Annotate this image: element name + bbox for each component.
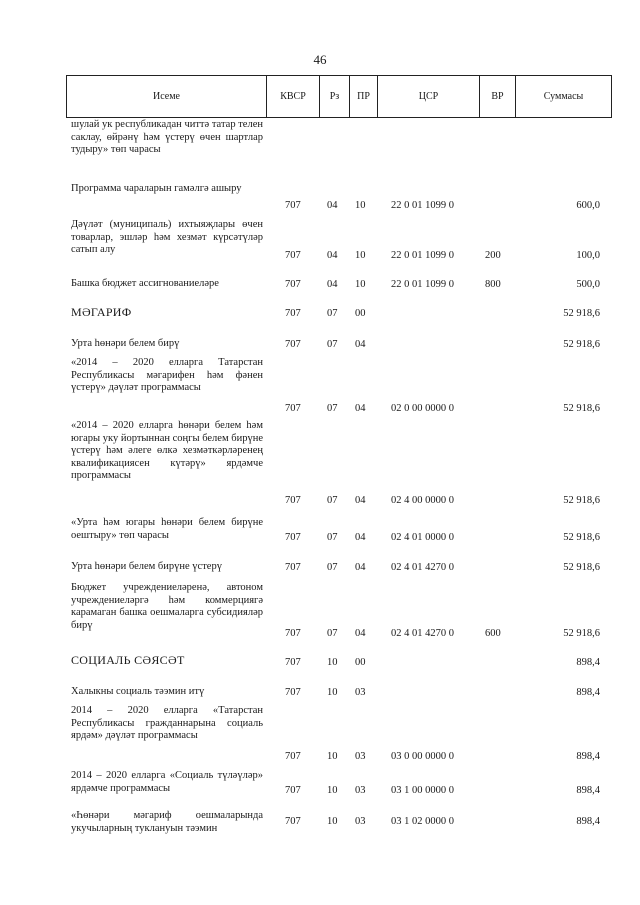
header-kvsr: КВСР — [266, 76, 319, 117]
row-pr: 04 — [355, 495, 366, 506]
row-sum: 600,0 — [576, 200, 600, 211]
row-sum: 898,4 — [576, 687, 600, 698]
row-pr: 04 — [355, 628, 366, 639]
row-sum: 52 918,6 — [563, 628, 600, 639]
row-name: шулай ук республикадан читтә татар телен саклау, өйрәнү һәм үстерү өчен шартлар тудыру» төп чарасы — [71, 119, 263, 155]
row-kvsr: 707 — [285, 403, 301, 414]
row-rz: 10 — [327, 657, 338, 668]
row-rz: 07 — [327, 562, 338, 573]
row-csr: 02 4 00 0000 0 — [391, 495, 454, 506]
row-pr: 03 — [355, 687, 366, 698]
row-sum: 52 918,6 — [563, 403, 600, 414]
row-vr: 800 — [485, 279, 501, 290]
row-rz: 04 — [327, 250, 338, 261]
row-sum: 898,4 — [576, 816, 600, 827]
row-csr: 03 0 00 0000 0 — [391, 751, 454, 762]
row-csr: 02 4 01 4270 0 — [391, 628, 454, 639]
header-name: Исеме — [153, 91, 180, 102]
row-csr: 02 4 01 0000 0 — [391, 532, 454, 543]
row-kvsr: 707 — [285, 785, 301, 796]
row-csr: 03 1 02 0000 0 — [391, 816, 454, 827]
row-kvsr: 707 — [285, 657, 301, 668]
row-rz: 07 — [327, 495, 338, 506]
row-csr: 22 0 01 1099 0 — [391, 250, 454, 261]
row-name: Урта һөнәри белем бирүне үстерү — [71, 561, 222, 572]
row-pr: 04 — [355, 339, 366, 350]
row-rz: 07 — [327, 308, 338, 319]
row-kvsr: 707 — [285, 532, 301, 543]
row-kvsr: 707 — [285, 816, 301, 827]
row-name: Башка бюджет ассигнованиеләре — [71, 278, 219, 289]
row-kvsr: 707 — [285, 279, 301, 290]
row-name: «2014 – 2020 елларга һөнәри белем һәм югары уку йортыннан соңгы белем бирүне үстерү һәм әлеге өлкә хезмәткәрләренең квалификациясен күтәрү» ярдәмче программасы — [71, 420, 263, 481]
row-kvsr: 707 — [285, 751, 301, 762]
row-sum: 898,4 — [576, 657, 600, 668]
page-number: 46 — [313, 52, 327, 67]
row-name: Дәүләт (муниципаль) ихтыяҗлары өчен товарлар, эшләр һәм хезмәт күрсәтүләр сатып алу — [71, 219, 263, 255]
row-sum: 52 918,6 — [563, 562, 600, 573]
row-rz: 07 — [327, 532, 338, 543]
row-name: «Урта һәм югары һөнәри белем бирүне оештыру» төп чарасы — [71, 517, 263, 541]
row-rz: 04 — [327, 200, 338, 211]
row-rz: 10 — [327, 785, 338, 796]
row-pr: 03 — [355, 816, 366, 827]
row-pr: 04 — [355, 562, 366, 573]
row-name: МӘГАРИФ — [71, 305, 132, 319]
row-kvsr: 707 — [285, 200, 301, 211]
row-pr: 04 — [355, 403, 366, 414]
row-pr: 04 — [355, 532, 366, 543]
row-rz: 04 — [327, 279, 338, 290]
row-pr: 10 — [355, 250, 366, 261]
row-sum: 898,4 — [576, 751, 600, 762]
table-header — [66, 75, 612, 118]
row-sum: 52 918,6 — [563, 495, 600, 506]
row-pr: 03 — [355, 751, 366, 762]
row-sum: 52 918,6 — [563, 532, 600, 543]
row-kvsr: 707 — [285, 339, 301, 350]
row-pr: 10 — [355, 279, 366, 290]
row-kvsr: 707 — [285, 628, 301, 639]
row-csr: 02 0 00 0000 0 — [391, 403, 454, 414]
header-csr: ЦСР — [377, 76, 479, 117]
row-csr: 03 1 00 0000 0 — [391, 785, 454, 796]
row-rz: 10 — [327, 751, 338, 762]
row-pr: 00 — [355, 308, 366, 319]
row-rz: 07 — [327, 628, 338, 639]
row-kvsr: 707 — [285, 687, 301, 698]
row-name: Программа чараларын гамәлгә ашыру — [71, 183, 242, 194]
header-sum: Суммасы — [515, 76, 611, 117]
row-rz: 10 — [327, 816, 338, 827]
row-name: Бюджет учреждениеләренә, автоном учреждениеләргә һәм коммерциягә карамаган башка оешмаларга субсидияләр бирү — [71, 582, 263, 631]
row-name: 2014 – 2020 елларга «Татарстан Республикасы гражданнарына социаль ярдәм» дәүләт программасы — [71, 705, 263, 741]
row-kvsr: 707 — [285, 308, 301, 319]
row-sum: 100,0 — [576, 250, 600, 261]
row-name: 2014 – 2020 елларга «Социаль түләүләр» ярдәмче программасы — [71, 770, 263, 794]
row-sum: 52 918,6 — [563, 308, 600, 319]
row-kvsr: 707 — [285, 562, 301, 573]
row-rz: 10 — [327, 687, 338, 698]
row-name: Халыкны социаль тәэмин итү — [71, 686, 205, 697]
row-vr: 600 — [485, 628, 501, 639]
row-name: «2014 – 2020 елларга Татарстан Республикасы мәгарифен һәм фәнен үстерү» дәүләт программасы — [71, 357, 263, 393]
row-csr: 02 4 01 4270 0 — [391, 562, 454, 573]
row-kvsr: 707 — [285, 495, 301, 506]
row-csr: 22 0 01 1099 0 — [391, 279, 454, 290]
row-rz: 07 — [327, 403, 338, 414]
row-pr: 00 — [355, 657, 366, 668]
row-pr: 10 — [355, 200, 366, 211]
row-pr: 03 — [355, 785, 366, 796]
row-sum: 898,4 — [576, 785, 600, 796]
header-pr: ПР — [349, 76, 377, 117]
header-vr: ВР — [479, 76, 515, 117]
row-name: СОЦИАЛЬ СӘЯСӘТ — [71, 653, 185, 667]
row-rz: 07 — [327, 339, 338, 350]
row-sum: 52 918,6 — [563, 339, 600, 350]
row-kvsr: 707 — [285, 250, 301, 261]
row-name: Урта һөнәри белем бирү — [71, 338, 180, 349]
row-csr: 22 0 01 1099 0 — [391, 200, 454, 211]
row-name: «Һөнәри мәгариф оешмаларында укучыларның туклануын тәэмин — [71, 810, 263, 834]
header-rz: Рз — [319, 76, 349, 117]
row-sum: 500,0 — [576, 279, 600, 290]
row-vr: 200 — [485, 250, 501, 261]
